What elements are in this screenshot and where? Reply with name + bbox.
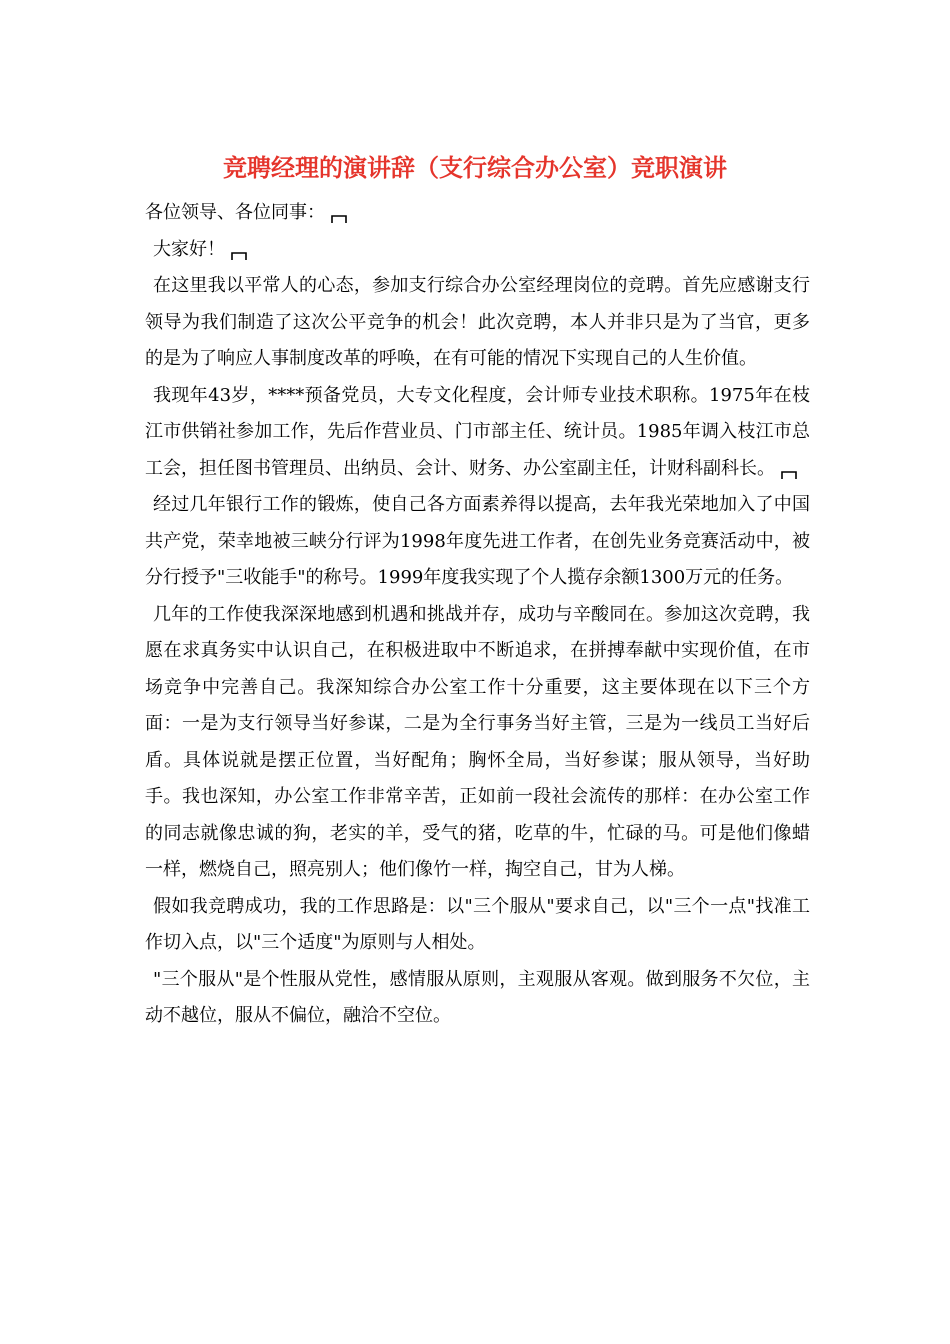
paragraph-hello — [145, 232, 810, 269]
paragraph-intro: 在这里我以平常人的心态，参加支行综合办公室经理岗位的竞聘。首先应感谢支行领导为我们制造了这次公平竞争的机会！此次竞聘，本人并非只是为了当官，更多的是为了响应人事制度改革的呼唤，在有可能的情况下实现自己的人生价值。 — [145, 275, 810, 369]
paragraph-text: 大家好！ — [153, 238, 225, 260]
paragraph-background — [145, 378, 810, 488]
paragraph-text: 各位领导、各位同事： — [145, 202, 325, 223]
paragraph-understanding: 几年的工作使我深深地感到机遇和挑战并存，成功与辛酸同在。参加这次竞聘，我愿在求真务实中认识自己，在积极进取中不断追求，在拼搏奉献中实现价值，在市场竞争中完善自己。我深知综合办公室工作十分重要，这主要体现在以下三个方面：一是为支行领导当好参谋，二是为全行事务当好主管，三是为一线员工当好后盾。具体说就是摆正位置，当好配角；胸怀全局，当好参谋；服从领导，当好助手。我也深知，办公室工作非常辛苦，正如前一段社会流传的那样：在办公室工作的同志就像忠诚的狗，老实的羊，受气的猪，吃草的牛，忙碌的马。可是他们像蜡一样，燃烧自己，照亮别人；他们像竹一样，掏空自己，甘为人梯。 — [145, 603, 810, 880]
paragraph-achievements: 经过几年银行工作的锻炼，使自己各方面素养得以提高，去年我光荣地加入了中国共产党，荣幸地被三峡分行评为1998年度先进工作者，在创先业务竞赛活动中，被分行授予"三收能手"的称号。1999年度我实现了个人揽存余额1300万元的任务。 — [145, 494, 810, 588]
paragraph-text: 我现年43岁，****预备党员，大专文化程度，会计师专业技术职称。1975年在枝江市供销社参加工作，先后作营业员、门市部主任、统计员。1985年调入枝江市总工会，担任图书管理员、出纳员、会计、财务、办公室副主任，计财科副科长。 — [145, 384, 810, 479]
paragraph-return-mark-icon — [781, 470, 797, 480]
paragraph-return-mark-icon — [231, 251, 247, 261]
paragraph-three-obeys: "三个服从"是个性服从党性，感情服从原则，主观服从客观。做到服务不欠位，主动不越位，服从不偏位，融洽不空位。 — [145, 968, 810, 1026]
paragraph-work-plan: 假如我竞聘成功，我的工作思路是：以"三个服从"要求自己，以"三个一点"找准工作切入点，以"三个适度"为原则与人相处。 — [145, 895, 810, 953]
document-title: 竞聘经理的演讲辞（支行综合办公室）竞职演讲 — [223, 153, 727, 182]
document-body — [145, 195, 810, 1035]
paragraph-greeting — [145, 195, 810, 232]
paragraph-return-mark-icon — [331, 214, 347, 224]
